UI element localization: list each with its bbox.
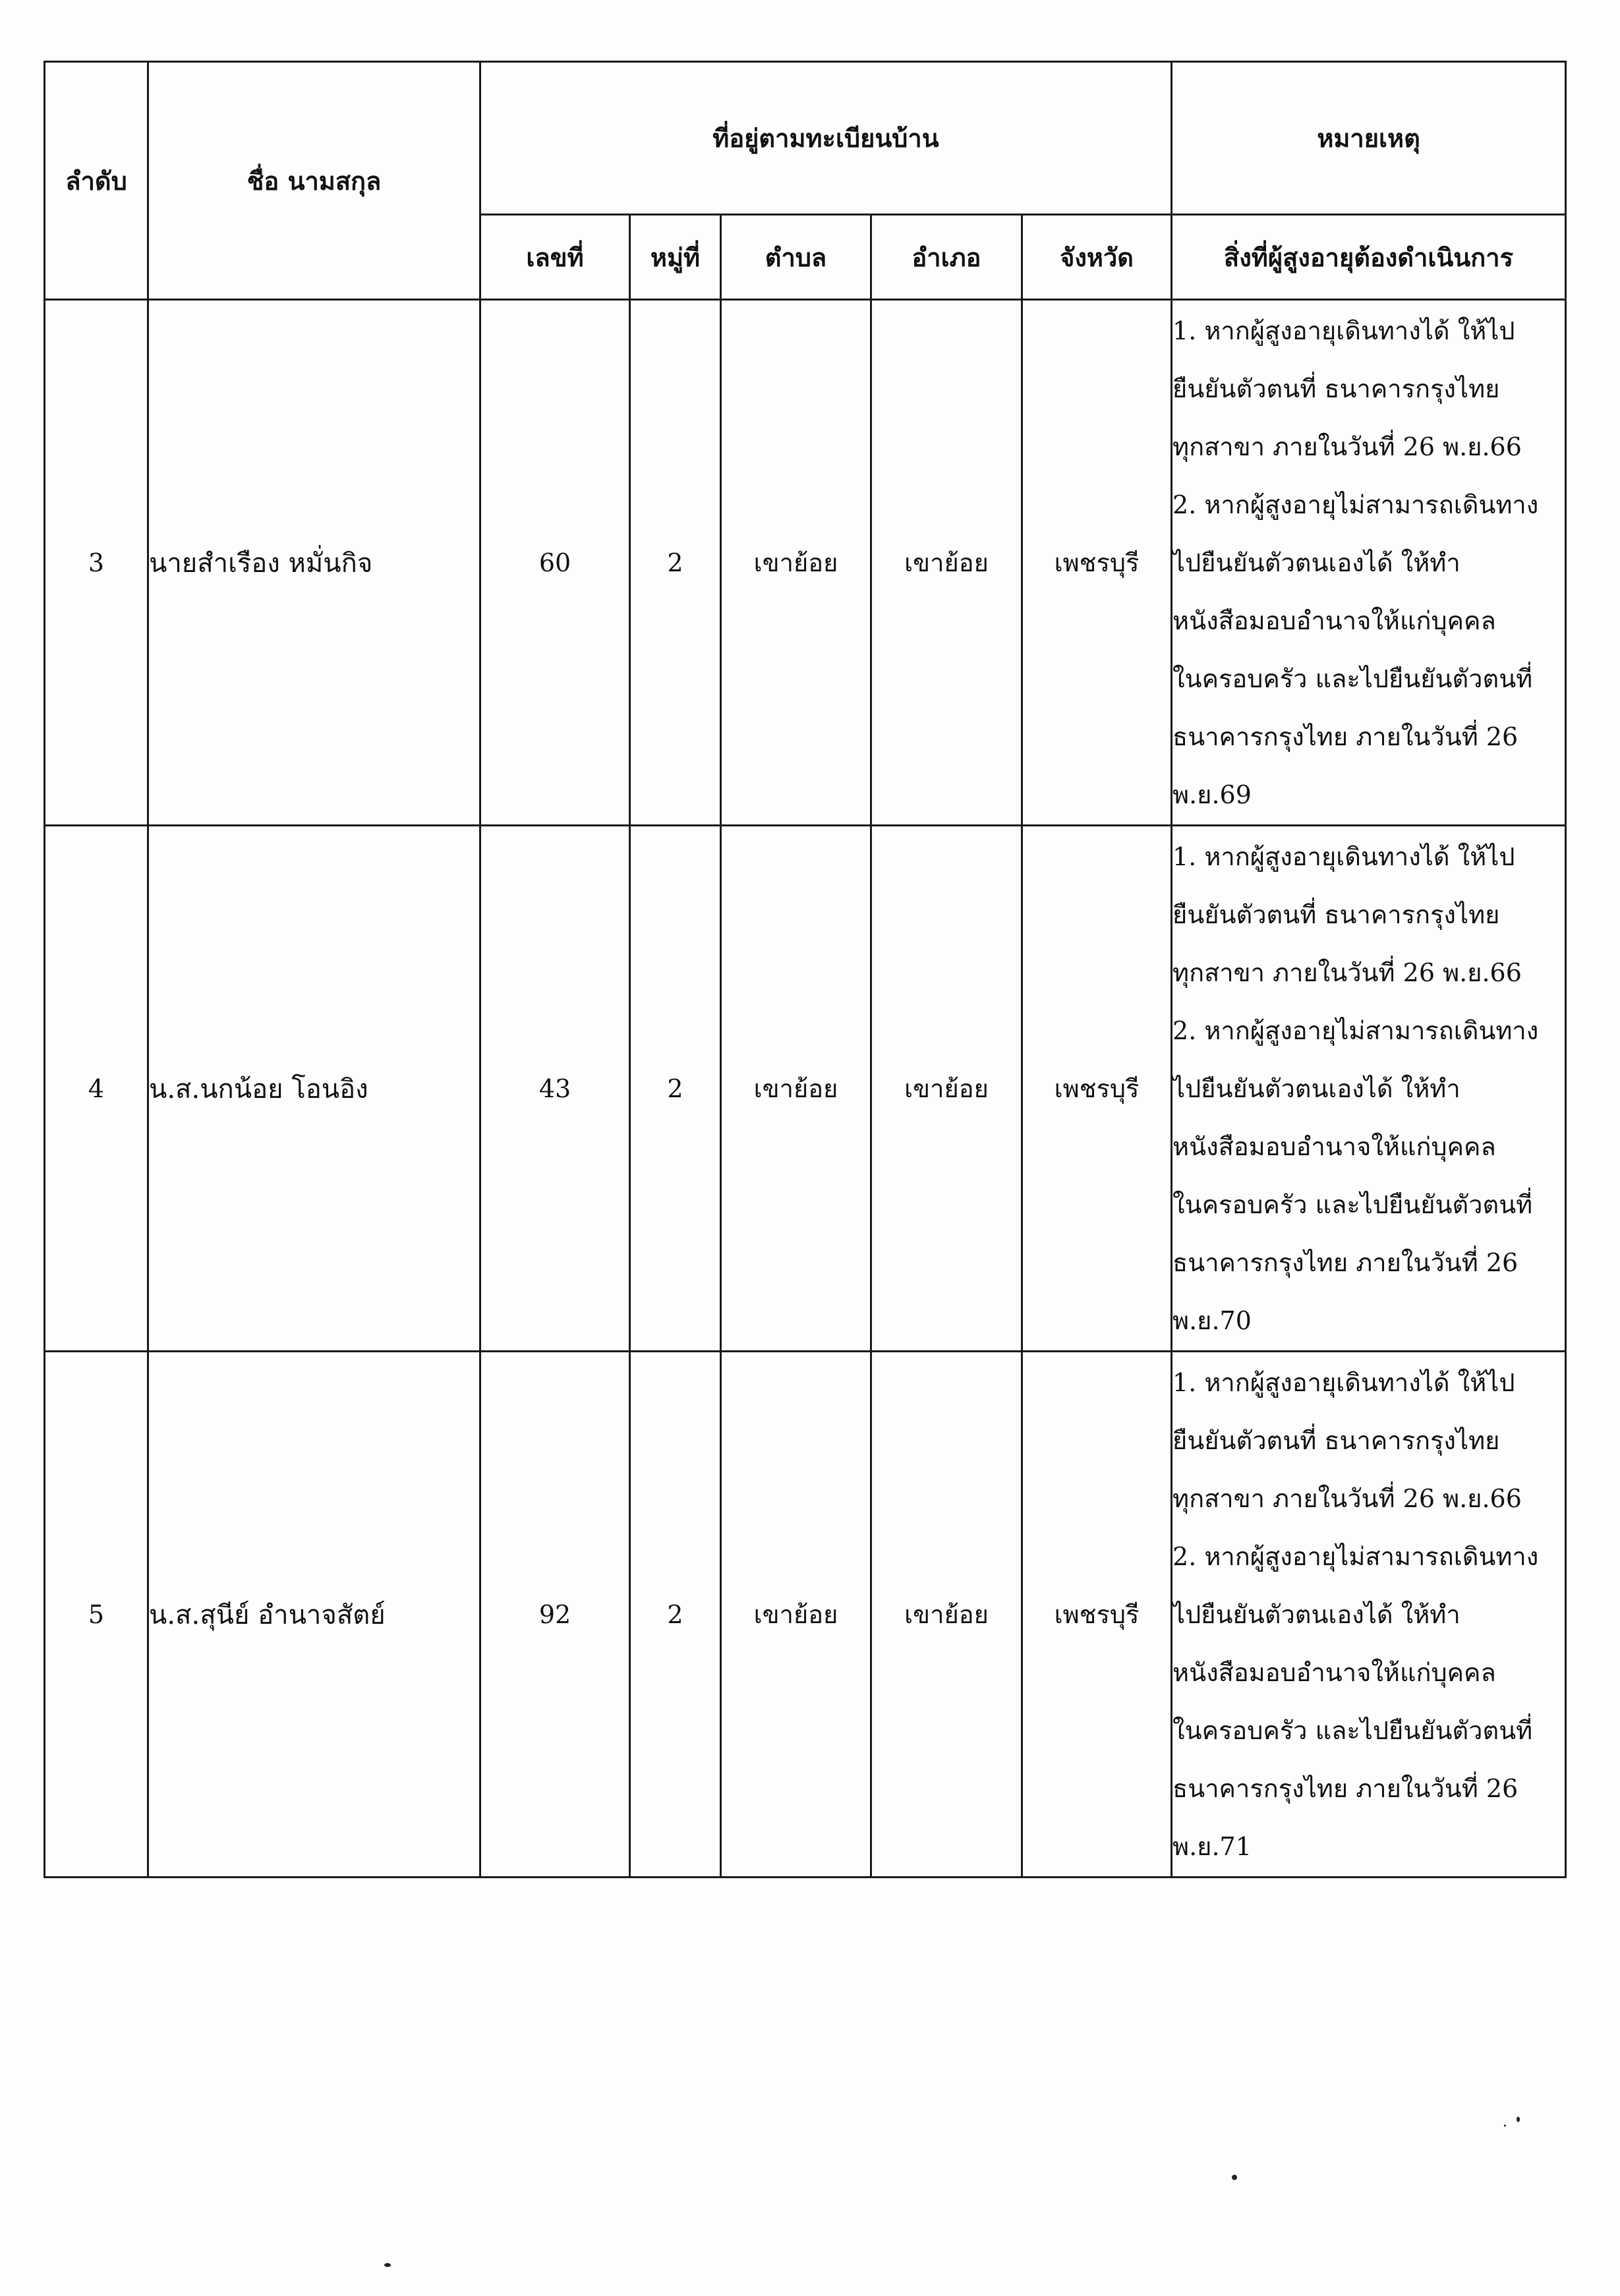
note-line: ธนาคารกรุงไทย ภายในวันที่ 26 [1172, 1773, 1519, 1803]
cell-moo: 2 [630, 300, 721, 826]
cell-moo: 2 [630, 826, 721, 1352]
table-row [45, 1352, 1566, 1878]
cell-province: เพชรบุรี [1022, 1352, 1172, 1878]
cell-action-note [1172, 1352, 1566, 1878]
scan-speck [1504, 2125, 1506, 2127]
header-moo: หมู่ที่ [630, 215, 721, 300]
table-row [45, 300, 1566, 826]
note-line: หนังสือมอบอำนาจให้แก่บุคคล [1172, 606, 1496, 635]
cell-tambon: เขาย้อย [721, 1352, 871, 1878]
cell-action-note [1172, 826, 1566, 1352]
note-line: 2. หากผู้สูงอายุไม่สามารถเดินทาง [1172, 490, 1539, 519]
note-line: หนังสือมอบอำนาจให้แก่บุคคล [1172, 1657, 1496, 1687]
note-line: พ.ย.70 [1172, 1306, 1252, 1335]
note-line: ไปยืนยันตัวตนเองได้ ให้ทำ [1172, 1599, 1461, 1629]
cell-amphoe: เขาย้อย [871, 1352, 1022, 1878]
header-province: จังหวัด [1022, 215, 1172, 300]
note-line: ในครอบครัว และไปยืนยันตัวตนที่ [1172, 664, 1533, 693]
note-line: 1. หากผู้สูงอายุเดินทางได้ ให้ไป [1172, 1367, 1515, 1397]
elderly-roster-table [43, 61, 1567, 1878]
note-line: ทุกสาขา ภายในวันที่ 26 พ.ย.66 [1172, 1483, 1522, 1513]
note-line: ไปยืนยันตัวตนเองได้ ให้ทำ [1172, 1074, 1461, 1103]
cell-order: 3 [45, 300, 148, 826]
cell-action-note [1172, 300, 1566, 826]
note-line: พ.ย.71 [1172, 1831, 1252, 1861]
note-line: ยืนยันตัวตนที่ ธนาคารกรุงไทย [1172, 374, 1500, 403]
cell-amphoe: เขาย้อย [871, 826, 1022, 1352]
table-row [45, 826, 1566, 1352]
note-line: 1. หากผู้สูงอายุเดินทางได้ ให้ไป [1172, 316, 1515, 345]
header-name: ชื่อ นามสกุล [148, 62, 480, 300]
note-line: พ.ย.69 [1172, 780, 1252, 809]
cell-tambon: เขาย้อย [721, 826, 871, 1352]
header-row-top [45, 62, 1566, 215]
header-order: ลำดับ [45, 62, 148, 300]
header-action: สิ่งที่ผู้สูงอายุต้องดำเนินการ [1172, 215, 1566, 300]
note-line: ในครอบครัว และไปยืนยันตัวตนที่ [1172, 1715, 1533, 1745]
cell-name: น.ส.สุนีย์ อำนาจสัตย์ [148, 1352, 480, 1878]
scan-speck [1517, 2117, 1520, 2122]
note-line: ธนาคารกรุงไทย ภายในวันที่ 26 [1172, 722, 1519, 751]
note-line: ทุกสาขา ภายในวันที่ 26 พ.ย.66 [1172, 958, 1522, 987]
cell-province: เพชรบุรี [1022, 826, 1172, 1352]
cell-order: 4 [45, 826, 148, 1352]
header-address: ที่อยู่ตามทะเบียนบ้าน [480, 62, 1172, 215]
note-line: ในครอบครัว และไปยืนยันตัวตนที่ [1172, 1190, 1533, 1219]
header-house-no: เลขที่ [480, 215, 630, 300]
note-line: 1. หากผู้สูงอายุเดินทางได้ ให้ไป [1172, 842, 1515, 871]
scan-speck [1232, 2175, 1237, 2180]
cell-name: น.ส.นกน้อย โอนอิง [148, 826, 480, 1352]
cell-amphoe: เขาย้อย [871, 300, 1022, 826]
note-line: หนังสือมอบอำนาจให้แก่บุคคล [1172, 1132, 1496, 1161]
note-line: ยืนยันตัวตนที่ ธนาคารกรุงไทย [1172, 1425, 1500, 1455]
cell-name: นายสำเรือง หมั่นกิจ [148, 300, 480, 826]
cell-moo: 2 [630, 1352, 721, 1878]
note-line: ไปยืนยันตัวตนเองได้ ให้ทำ [1172, 548, 1461, 577]
header-tambon: ตำบล [721, 215, 871, 300]
note-line: 2. หากผู้สูงอายุไม่สามารถเดินทาง [1172, 1016, 1539, 1045]
scan-speck [384, 2263, 391, 2267]
header-amphoe: อำเภอ [871, 215, 1022, 300]
cell-tambon: เขาย้อย [721, 300, 871, 826]
note-line: ทุกสาขา ภายในวันที่ 26 พ.ย.66 [1172, 432, 1522, 461]
cell-province: เพชรบุรี [1022, 300, 1172, 826]
cell-house-no: 60 [480, 300, 630, 826]
table-body [45, 300, 1566, 1878]
cell-order: 5 [45, 1352, 148, 1878]
cell-house-no: 92 [480, 1352, 630, 1878]
note-line: 2. หากผู้สูงอายุไม่สามารถเดินทาง [1172, 1541, 1539, 1571]
header-remark: หมายเหตุ [1172, 62, 1566, 215]
note-line: ธนาคารกรุงไทย ภายในวันที่ 26 [1172, 1248, 1519, 1277]
note-line: ยืนยันตัวตนที่ ธนาคารกรุงไทย [1172, 900, 1500, 929]
cell-house-no: 43 [480, 826, 630, 1352]
